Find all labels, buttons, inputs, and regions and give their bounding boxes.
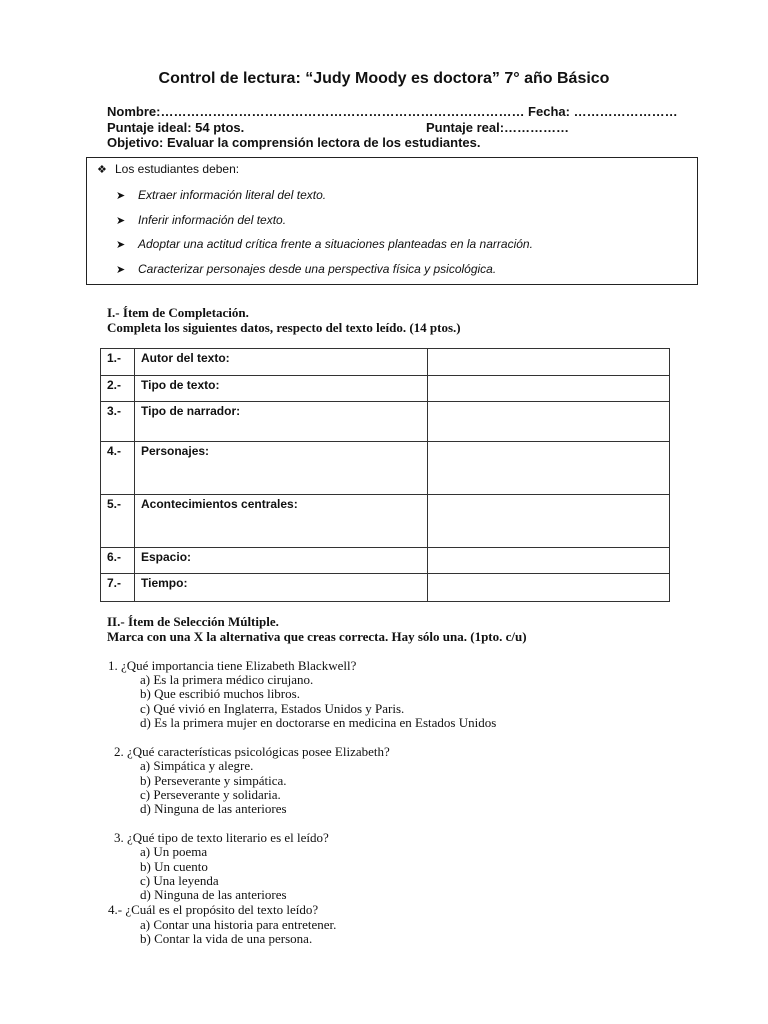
row-number: 4.- <box>101 442 135 495</box>
option-d[interactable]: d) Ninguna de las anteriores <box>140 887 287 902</box>
arrow-bullet-icon: ➤ <box>116 215 126 227</box>
table-row <box>101 402 670 442</box>
objective-item <box>116 188 326 202</box>
question-2: 2. ¿Qué características psicológicas posee Elizabeth? <box>114 744 390 759</box>
question-1: 1. ¿Qué importancia tiene Elizabeth Blackwell? <box>108 658 357 673</box>
nombre-fecha-line: Nombre:………………………………………………………………………… Fecha: …………………… <box>107 104 678 119</box>
row-number: 6.- <box>101 548 135 574</box>
table-row <box>101 349 670 376</box>
objectives-lead-text: Los estudiantes deben: <box>115 162 240 176</box>
objectives-lead <box>97 162 239 176</box>
table-row <box>101 376 670 402</box>
option-b[interactable]: b) Que escribió muchos libros. <box>140 686 300 701</box>
document-title: Control de lectura: “Judy Moody es doctora” 7° año Básico <box>158 70 610 87</box>
option-b[interactable]: b) Un cuento <box>140 859 208 874</box>
row-number: 1.- <box>101 349 135 376</box>
row-label: Personajes: <box>135 442 428 495</box>
row-label: Tipo de narrador: <box>135 402 428 442</box>
option-d[interactable]: d) Ninguna de las anteriores <box>140 801 287 816</box>
arrow-bullet-icon: ➤ <box>116 190 126 202</box>
section1-instruction: Completa los siguientes datos, respecto del texto leído. (14 ptos.) <box>107 320 461 335</box>
row-label: Tiempo: <box>135 574 428 602</box>
question-4: 4.- ¿Cuál es el propósito del texto leído? <box>108 902 319 917</box>
row-label: Tipo de texto: <box>135 376 428 402</box>
option-c[interactable]: c) Qué vivió en Inglaterra, Estados Unidos y Paris. <box>140 701 405 716</box>
row-number: 3.- <box>101 402 135 442</box>
arrow-bullet-icon: ➤ <box>116 239 126 251</box>
option-b[interactable]: b) Perseverante y simpática. <box>140 773 287 788</box>
option-a[interactable]: a) Es la primera médico cirujano. <box>140 672 314 687</box>
objective-text: Adoptar una actitud crítica frente a situaciones planteadas en la narración. <box>138 237 533 251</box>
puntaje-ideal: Puntaje ideal: 54 ptos. <box>107 120 245 135</box>
objective-item <box>116 237 533 251</box>
answer-cell[interactable] <box>428 402 670 442</box>
option-c[interactable]: c) Una leyenda <box>140 873 219 888</box>
objective-text: Extraer información literal del texto. <box>138 188 327 202</box>
row-label: Autor del texto: <box>135 349 428 376</box>
option-c[interactable]: c) Perseverante y solidaria. <box>140 787 281 802</box>
arrow-bullet-icon: ➤ <box>116 264 126 276</box>
table-row <box>101 495 670 548</box>
option-b[interactable]: b) Contar la vida de una persona. <box>140 931 313 946</box>
option-d[interactable]: d) Es la primera mujer en doctorarse en medicina en Estados Unidos <box>140 715 497 730</box>
objective-item <box>116 262 496 276</box>
objective-text: Inferir información del texto. <box>138 213 287 227</box>
answer-cell[interactable] <box>428 349 670 376</box>
objective-item <box>116 213 286 227</box>
row-label: Acontecimientos centrales: <box>135 495 428 548</box>
table-row <box>101 574 670 602</box>
completion-table <box>100 348 670 602</box>
row-number: 2.- <box>101 376 135 402</box>
section2-instruction: Marca con una X la alternativa que creas correcta. Hay sólo una. (1pto. c/u) <box>107 629 527 644</box>
table-row <box>101 442 670 495</box>
puntaje-real: Puntaje real:…………… <box>426 120 570 135</box>
answer-cell[interactable] <box>428 442 670 495</box>
answer-cell[interactable] <box>428 548 670 574</box>
option-a[interactable]: a) Simpática y alegre. <box>140 758 254 773</box>
answer-cell[interactable] <box>428 376 670 402</box>
section2-title: II.- Ítem de Selección Múltiple. <box>107 614 279 629</box>
option-a[interactable]: a) Un poema <box>140 844 208 859</box>
question-3: 3. ¿Qué tipo de texto literario es el leído? <box>114 830 329 845</box>
row-number: 7.- <box>101 574 135 602</box>
objetivo-line: Objetivo: Evaluar la comprensión lectora de los estudiantes. <box>107 135 481 150</box>
row-label: Espacio: <box>135 548 428 574</box>
answer-cell[interactable] <box>428 495 670 548</box>
diamond-bullet-icon: ❖ <box>97 164 107 176</box>
objective-text: Caracterizar personajes desde una perspectiva física y psicológica. <box>138 262 497 276</box>
row-number: 5.- <box>101 495 135 548</box>
answer-cell[interactable] <box>428 574 670 602</box>
option-a[interactable]: a) Contar una historia para entretener. <box>140 917 337 932</box>
table-row <box>101 548 670 574</box>
section1-title: I.- Ítem de Completación. <box>107 305 249 320</box>
